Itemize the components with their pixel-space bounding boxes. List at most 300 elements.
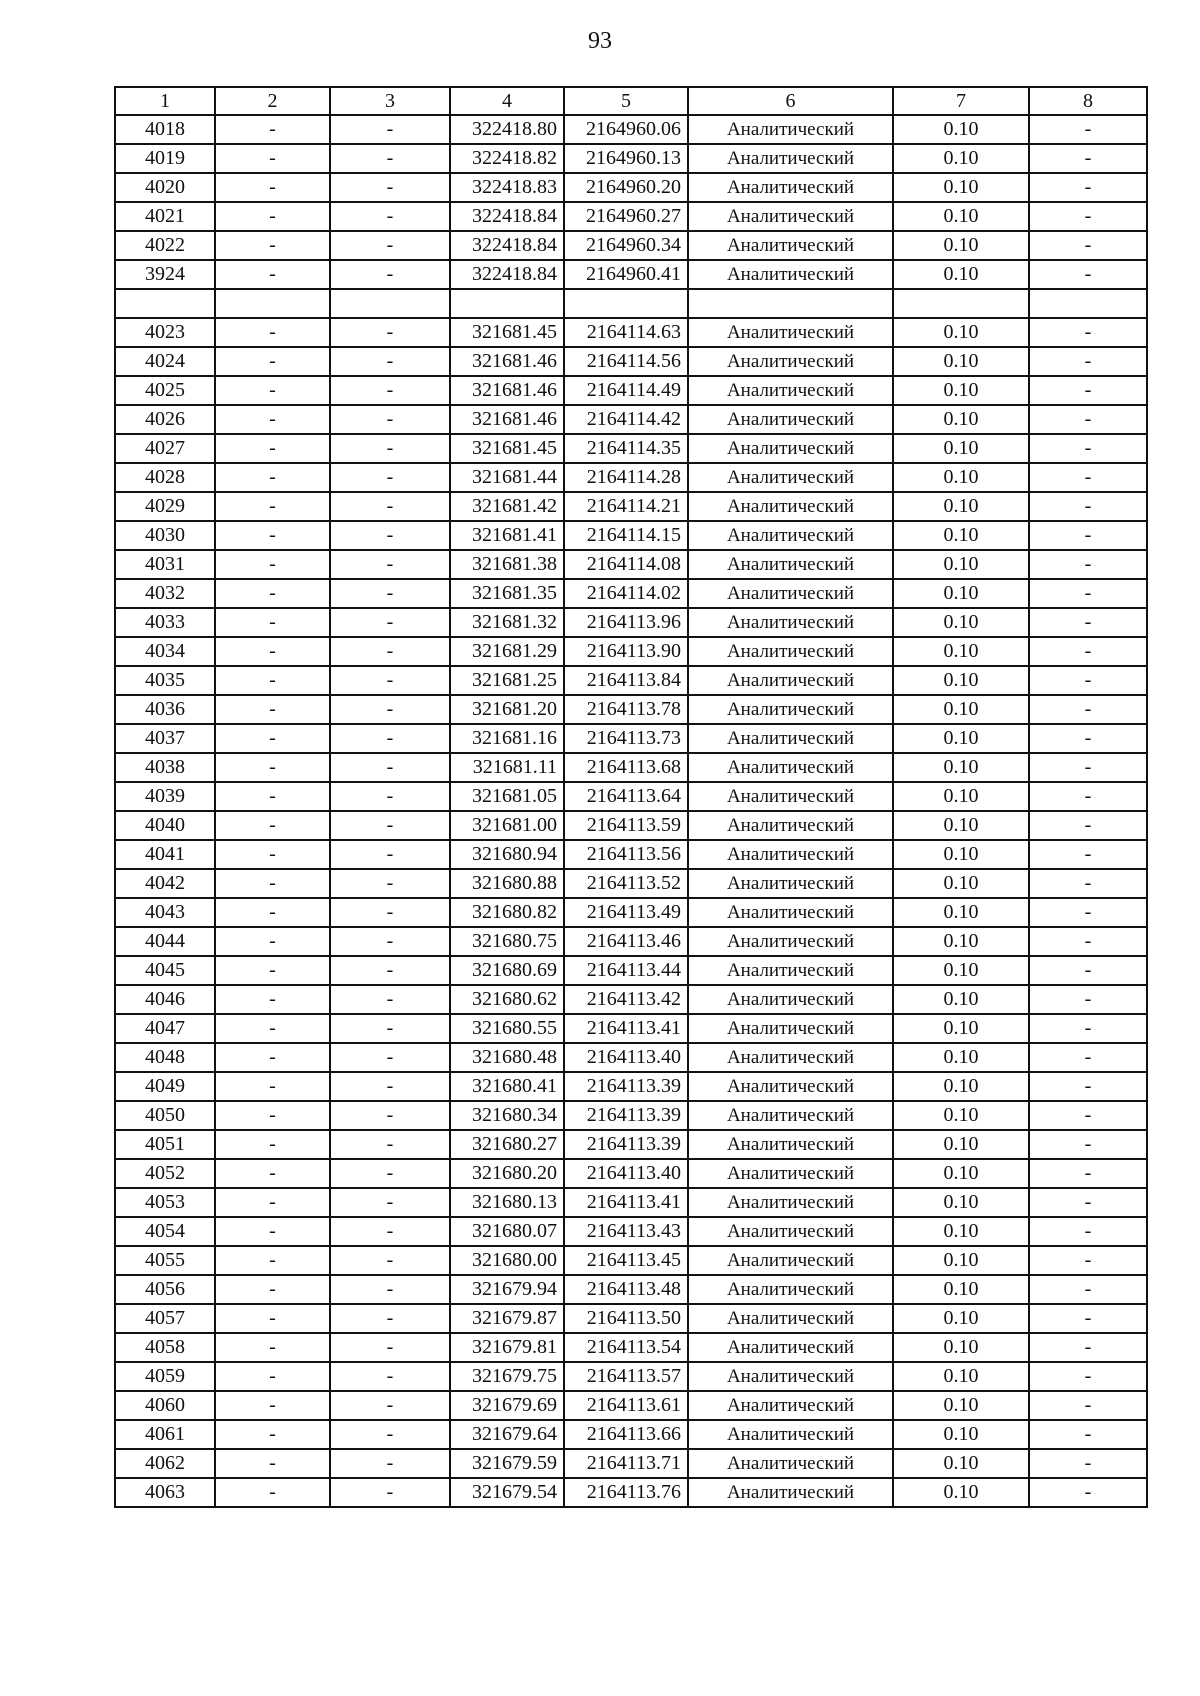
method-cell: Аналитический [688,1333,893,1362]
point-number-cell: 4058 [115,1333,215,1362]
accuracy-cell [893,289,1029,318]
col2-cell: - [215,144,330,173]
point-number-cell: 4063 [115,1478,215,1507]
x-coordinate-cell: 321679.64 [450,1420,564,1449]
x-coordinate-cell: 321679.69 [450,1391,564,1420]
col8-cell: - [1029,144,1147,173]
col8-cell: - [1029,1391,1147,1420]
accuracy-cell: 0.10 [893,318,1029,347]
col8-cell: - [1029,1362,1147,1391]
table-row [115,811,1147,840]
col8-cell: - [1029,1420,1147,1449]
col8-cell: - [1029,463,1147,492]
col2-cell: - [215,550,330,579]
col8-cell: - [1029,985,1147,1014]
col3-cell: - [330,1275,450,1304]
x-coordinate-cell: 321680.41 [450,1072,564,1101]
accuracy-cell: 0.10 [893,1304,1029,1333]
table-row [115,1304,1147,1333]
method-cell: Аналитический [688,260,893,289]
x-coordinate-cell: 321681.46 [450,376,564,405]
table-row [115,1217,1147,1246]
accuracy-cell: 0.10 [893,115,1029,144]
column-header: 4 [450,87,564,115]
accuracy-cell: 0.10 [893,666,1029,695]
point-number-cell: 4024 [115,347,215,376]
y-coordinate-cell: 2164113.45 [564,1246,688,1275]
point-number-cell: 4043 [115,898,215,927]
y-coordinate-cell: 2164114.35 [564,434,688,463]
x-coordinate-cell: 322418.82 [450,144,564,173]
method-cell: Аналитический [688,1449,893,1478]
col8-cell: - [1029,927,1147,956]
col8-cell: - [1029,782,1147,811]
col2-cell: - [215,840,330,869]
method-cell: Аналитический [688,666,893,695]
point-number-cell: 4028 [115,463,215,492]
col3-cell: - [330,521,450,550]
y-coordinate-cell: 2164113.59 [564,811,688,840]
y-coordinate-cell: 2164114.02 [564,579,688,608]
accuracy-cell: 0.10 [893,173,1029,202]
point-number-cell: 4055 [115,1246,215,1275]
col2-cell: - [215,782,330,811]
col8-cell: - [1029,666,1147,695]
y-coordinate-cell: 2164114.15 [564,521,688,550]
y-coordinate-cell: 2164960.34 [564,231,688,260]
point-number-cell: 4036 [115,695,215,724]
col2-cell: - [215,115,330,144]
x-coordinate-cell: 321680.94 [450,840,564,869]
accuracy-cell: 0.10 [893,1159,1029,1188]
col3-cell: - [330,1101,450,1130]
col8-cell: - [1029,608,1147,637]
method-cell: Аналитический [688,956,893,985]
accuracy-cell: 0.10 [893,1101,1029,1130]
col3-cell: - [330,1333,450,1362]
x-coordinate-cell: 321680.55 [450,1014,564,1043]
method-cell: Аналитический [688,1188,893,1217]
column-header: 5 [564,87,688,115]
x-coordinate-cell: 321680.88 [450,869,564,898]
x-coordinate-cell: 321681.05 [450,782,564,811]
table-row [115,1101,1147,1130]
y-coordinate-cell: 2164113.56 [564,840,688,869]
accuracy-cell: 0.10 [893,1420,1029,1449]
accuracy-cell: 0.10 [893,463,1029,492]
y-coordinate-cell: 2164113.84 [564,666,688,695]
x-coordinate-cell: 321680.82 [450,898,564,927]
col2-cell: - [215,1362,330,1391]
method-cell: Аналитический [688,231,893,260]
x-coordinate-cell: 321680.48 [450,1043,564,1072]
table-row [115,144,1147,173]
table-row [115,753,1147,782]
col8-cell: - [1029,1217,1147,1246]
point-number-cell: 4021 [115,202,215,231]
method-cell: Аналитический [688,115,893,144]
table-row [115,724,1147,753]
col2-cell: - [215,579,330,608]
table-row [115,347,1147,376]
y-coordinate-cell: 2164113.39 [564,1101,688,1130]
method-cell: Аналитический [688,1014,893,1043]
col2-cell: - [215,521,330,550]
y-coordinate-cell: 2164113.49 [564,898,688,927]
method-cell: Аналитический [688,1072,893,1101]
accuracy-cell: 0.10 [893,376,1029,405]
x-coordinate-cell: 321681.29 [450,637,564,666]
x-coordinate-cell: 322418.84 [450,202,564,231]
col8-cell: - [1029,898,1147,927]
col8-cell: - [1029,347,1147,376]
y-coordinate-cell: 2164113.50 [564,1304,688,1333]
col2-cell: - [215,753,330,782]
col2-cell: - [215,1072,330,1101]
col2-cell: - [215,724,330,753]
point-number-cell: 3924 [115,260,215,289]
table-row [115,376,1147,405]
accuracy-cell: 0.10 [893,695,1029,724]
accuracy-cell: 0.10 [893,724,1029,753]
col8-cell: - [1029,260,1147,289]
table-row [115,434,1147,463]
col8-cell: - [1029,1188,1147,1217]
y-coordinate-cell: 2164113.46 [564,927,688,956]
column-header: 3 [330,87,450,115]
table-row [115,231,1147,260]
col8-cell: - [1029,695,1147,724]
point-number-cell: 4041 [115,840,215,869]
col8-cell: - [1029,231,1147,260]
col2-cell: - [215,202,330,231]
y-coordinate-cell: 2164114.63 [564,318,688,347]
point-number-cell: 4050 [115,1101,215,1130]
x-coordinate-cell: 321679.87 [450,1304,564,1333]
col8-cell: - [1029,1333,1147,1362]
point-number-cell: 4023 [115,318,215,347]
y-coordinate-cell: 2164960.13 [564,144,688,173]
col2-cell: - [215,608,330,637]
y-coordinate-cell: 2164113.42 [564,985,688,1014]
point-number-cell: 4032 [115,579,215,608]
col3-cell: - [330,666,450,695]
col8-cell [1029,289,1147,318]
col2-cell: - [215,1217,330,1246]
column-header: 8 [1029,87,1147,115]
table-row [115,173,1147,202]
col3-cell: - [330,695,450,724]
table-row [115,1159,1147,1188]
col2-cell: - [215,173,330,202]
accuracy-cell: 0.10 [893,1043,1029,1072]
table-row [115,666,1147,695]
col2-cell: - [215,1449,330,1478]
col3-cell: - [330,753,450,782]
point-number-cell: 4053 [115,1188,215,1217]
table-row [115,840,1147,869]
table-body [115,87,1147,1507]
x-coordinate-cell: 321680.07 [450,1217,564,1246]
method-cell: Аналитический [688,840,893,869]
method-cell: Аналитический [688,1159,893,1188]
accuracy-cell: 0.10 [893,608,1029,637]
y-coordinate-cell: 2164113.64 [564,782,688,811]
table-row [115,637,1147,666]
point-number-cell: 4048 [115,1043,215,1072]
accuracy-cell: 0.10 [893,1130,1029,1159]
point-number-cell: 4060 [115,1391,215,1420]
y-coordinate-cell: 2164113.40 [564,1159,688,1188]
col2-cell: - [215,1101,330,1130]
y-coordinate-cell: 2164113.41 [564,1014,688,1043]
col3-cell: - [330,1246,450,1275]
x-coordinate-cell: 321681.38 [450,550,564,579]
x-coordinate-cell: 322418.80 [450,115,564,144]
col2-cell: - [215,260,330,289]
col2-cell: - [215,1159,330,1188]
method-cell: Аналитический [688,695,893,724]
y-coordinate-cell: 2164113.61 [564,1391,688,1420]
col2-cell: - [215,1246,330,1275]
y-coordinate-cell: 2164113.90 [564,637,688,666]
accuracy-cell: 0.10 [893,637,1029,666]
table-row [115,695,1147,724]
col3-cell: - [330,144,450,173]
point-number-cell: 4034 [115,637,215,666]
col8-cell: - [1029,1159,1147,1188]
y-coordinate-cell: 2164114.08 [564,550,688,579]
point-number-cell: 4059 [115,1362,215,1391]
table-row [115,550,1147,579]
col3-cell: - [330,1014,450,1043]
col8-cell: - [1029,1246,1147,1275]
y-coordinate-cell: 2164113.76 [564,1478,688,1507]
col8-cell: - [1029,1478,1147,1507]
x-coordinate-cell [450,289,564,318]
point-number-cell: 4038 [115,753,215,782]
x-coordinate-cell: 321680.00 [450,1246,564,1275]
point-number-cell: 4035 [115,666,215,695]
point-number-cell: 4025 [115,376,215,405]
col3-cell: - [330,1159,450,1188]
col8-cell: - [1029,173,1147,202]
y-coordinate-cell: 2164113.68 [564,753,688,782]
x-coordinate-cell: 321680.69 [450,956,564,985]
col8-cell: - [1029,869,1147,898]
accuracy-cell: 0.10 [893,869,1029,898]
coordinates-table [114,86,1148,1508]
x-coordinate-cell: 321681.45 [450,434,564,463]
table-row [115,1391,1147,1420]
table-row [115,1043,1147,1072]
accuracy-cell: 0.10 [893,1246,1029,1275]
accuracy-cell: 0.10 [893,347,1029,376]
x-coordinate-cell: 321681.20 [450,695,564,724]
col2-cell: - [215,637,330,666]
col8-cell: - [1029,956,1147,985]
method-cell: Аналитический [688,144,893,173]
accuracy-cell: 0.10 [893,550,1029,579]
col3-cell: - [330,1362,450,1391]
x-coordinate-cell: 321681.45 [450,318,564,347]
accuracy-cell: 0.10 [893,1333,1029,1362]
point-number-cell: 4057 [115,1304,215,1333]
col8-cell: - [1029,753,1147,782]
column-header: 1 [115,87,215,115]
col2-cell: - [215,927,330,956]
point-number-cell: 4052 [115,1159,215,1188]
col3-cell: - [330,260,450,289]
col8-cell: - [1029,724,1147,753]
x-coordinate-cell: 321680.20 [450,1159,564,1188]
table-row [115,579,1147,608]
x-coordinate-cell: 322418.84 [450,260,564,289]
col8-cell: - [1029,376,1147,405]
y-coordinate-cell: 2164113.52 [564,869,688,898]
accuracy-cell: 0.10 [893,985,1029,1014]
x-coordinate-cell: 321679.54 [450,1478,564,1507]
col2-cell: - [215,666,330,695]
method-cell: Аналитический [688,521,893,550]
col8-cell: - [1029,1014,1147,1043]
col3-cell: - [330,637,450,666]
col3-cell: - [330,347,450,376]
table-row [115,463,1147,492]
col8-cell: - [1029,202,1147,231]
y-coordinate-cell: 2164113.48 [564,1275,688,1304]
method-cell: Аналитический [688,985,893,1014]
col2-cell: - [215,695,330,724]
page-number: 93 [588,28,612,54]
method-cell: Аналитический [688,1246,893,1275]
method-cell: Аналитический [688,202,893,231]
point-number-cell: 4056 [115,1275,215,1304]
col8-cell: - [1029,579,1147,608]
table-row [115,1478,1147,1507]
method-cell: Аналитический [688,1130,893,1159]
accuracy-cell: 0.10 [893,782,1029,811]
table-row [115,492,1147,521]
table-row [115,405,1147,434]
y-coordinate-cell: 2164960.41 [564,260,688,289]
point-number-cell: 4029 [115,492,215,521]
accuracy-cell: 0.10 [893,811,1029,840]
method-cell: Аналитический [688,898,893,927]
accuracy-cell: 0.10 [893,1478,1029,1507]
col3-cell: - [330,115,450,144]
table-row [115,1130,1147,1159]
col3-cell: - [330,173,450,202]
col3-cell: - [330,1449,450,1478]
col8-cell: - [1029,1275,1147,1304]
table-row [115,782,1147,811]
col8-cell: - [1029,521,1147,550]
point-number-cell: 4022 [115,231,215,260]
col2-cell: - [215,898,330,927]
col3-cell: - [330,1391,450,1420]
method-cell: Аналитический [688,753,893,782]
table-row [115,608,1147,637]
x-coordinate-cell: 321680.75 [450,927,564,956]
col2-cell: - [215,376,330,405]
y-coordinate-cell: 2164114.42 [564,405,688,434]
col3-cell: - [330,1072,450,1101]
x-coordinate-cell: 321681.35 [450,579,564,608]
x-coordinate-cell: 321681.41 [450,521,564,550]
point-number-cell: 4040 [115,811,215,840]
col2-cell: - [215,956,330,985]
point-number-cell: 4037 [115,724,215,753]
y-coordinate-cell: 2164113.43 [564,1217,688,1246]
point-number-cell: 4018 [115,115,215,144]
col8-cell: - [1029,1130,1147,1159]
method-cell: Аналитический [688,724,893,753]
col3-cell: - [330,869,450,898]
accuracy-cell: 0.10 [893,1362,1029,1391]
table-row [115,1333,1147,1362]
y-coordinate-cell: 2164113.96 [564,608,688,637]
col3-cell: - [330,1188,450,1217]
col2-cell: - [215,1014,330,1043]
y-coordinate-cell: 2164960.20 [564,173,688,202]
method-cell: Аналитический [688,318,893,347]
y-coordinate-cell: 2164113.57 [564,1362,688,1391]
col2-cell: - [215,1333,330,1362]
x-coordinate-cell: 321680.27 [450,1130,564,1159]
point-number-cell: 4061 [115,1420,215,1449]
method-cell: Аналитический [688,492,893,521]
accuracy-cell: 0.10 [893,144,1029,173]
table-row [115,898,1147,927]
point-number-cell: 4062 [115,1449,215,1478]
x-coordinate-cell: 322418.83 [450,173,564,202]
accuracy-cell: 0.10 [893,956,1029,985]
table-row [115,1188,1147,1217]
col2-cell: - [215,231,330,260]
y-coordinate-cell: 2164113.41 [564,1188,688,1217]
y-coordinate-cell: 2164114.21 [564,492,688,521]
col3-cell: - [330,956,450,985]
col3-cell: - [330,1217,450,1246]
method-cell: Аналитический [688,405,893,434]
col3-cell: - [330,811,450,840]
x-coordinate-cell: 321681.11 [450,753,564,782]
col8-cell: - [1029,1449,1147,1478]
col3-cell: - [330,608,450,637]
y-coordinate-cell: 2164113.54 [564,1333,688,1362]
col2-cell: - [215,1420,330,1449]
method-cell: Аналитический [688,463,893,492]
col3-cell: - [330,463,450,492]
col3-cell: - [330,1478,450,1507]
y-coordinate-cell: 2164113.66 [564,1420,688,1449]
col3-cell: - [330,434,450,463]
col3-cell: - [330,985,450,1014]
method-cell: Аналитический [688,782,893,811]
col3-cell: - [330,376,450,405]
col8-cell: - [1029,115,1147,144]
point-number-cell: 4026 [115,405,215,434]
col3-cell [330,289,450,318]
accuracy-cell: 0.10 [893,1072,1029,1101]
col3-cell: - [330,202,450,231]
col3-cell: - [330,492,450,521]
accuracy-cell: 0.10 [893,753,1029,782]
col8-cell: - [1029,318,1147,347]
col3-cell: - [330,1304,450,1333]
col3-cell: - [330,318,450,347]
